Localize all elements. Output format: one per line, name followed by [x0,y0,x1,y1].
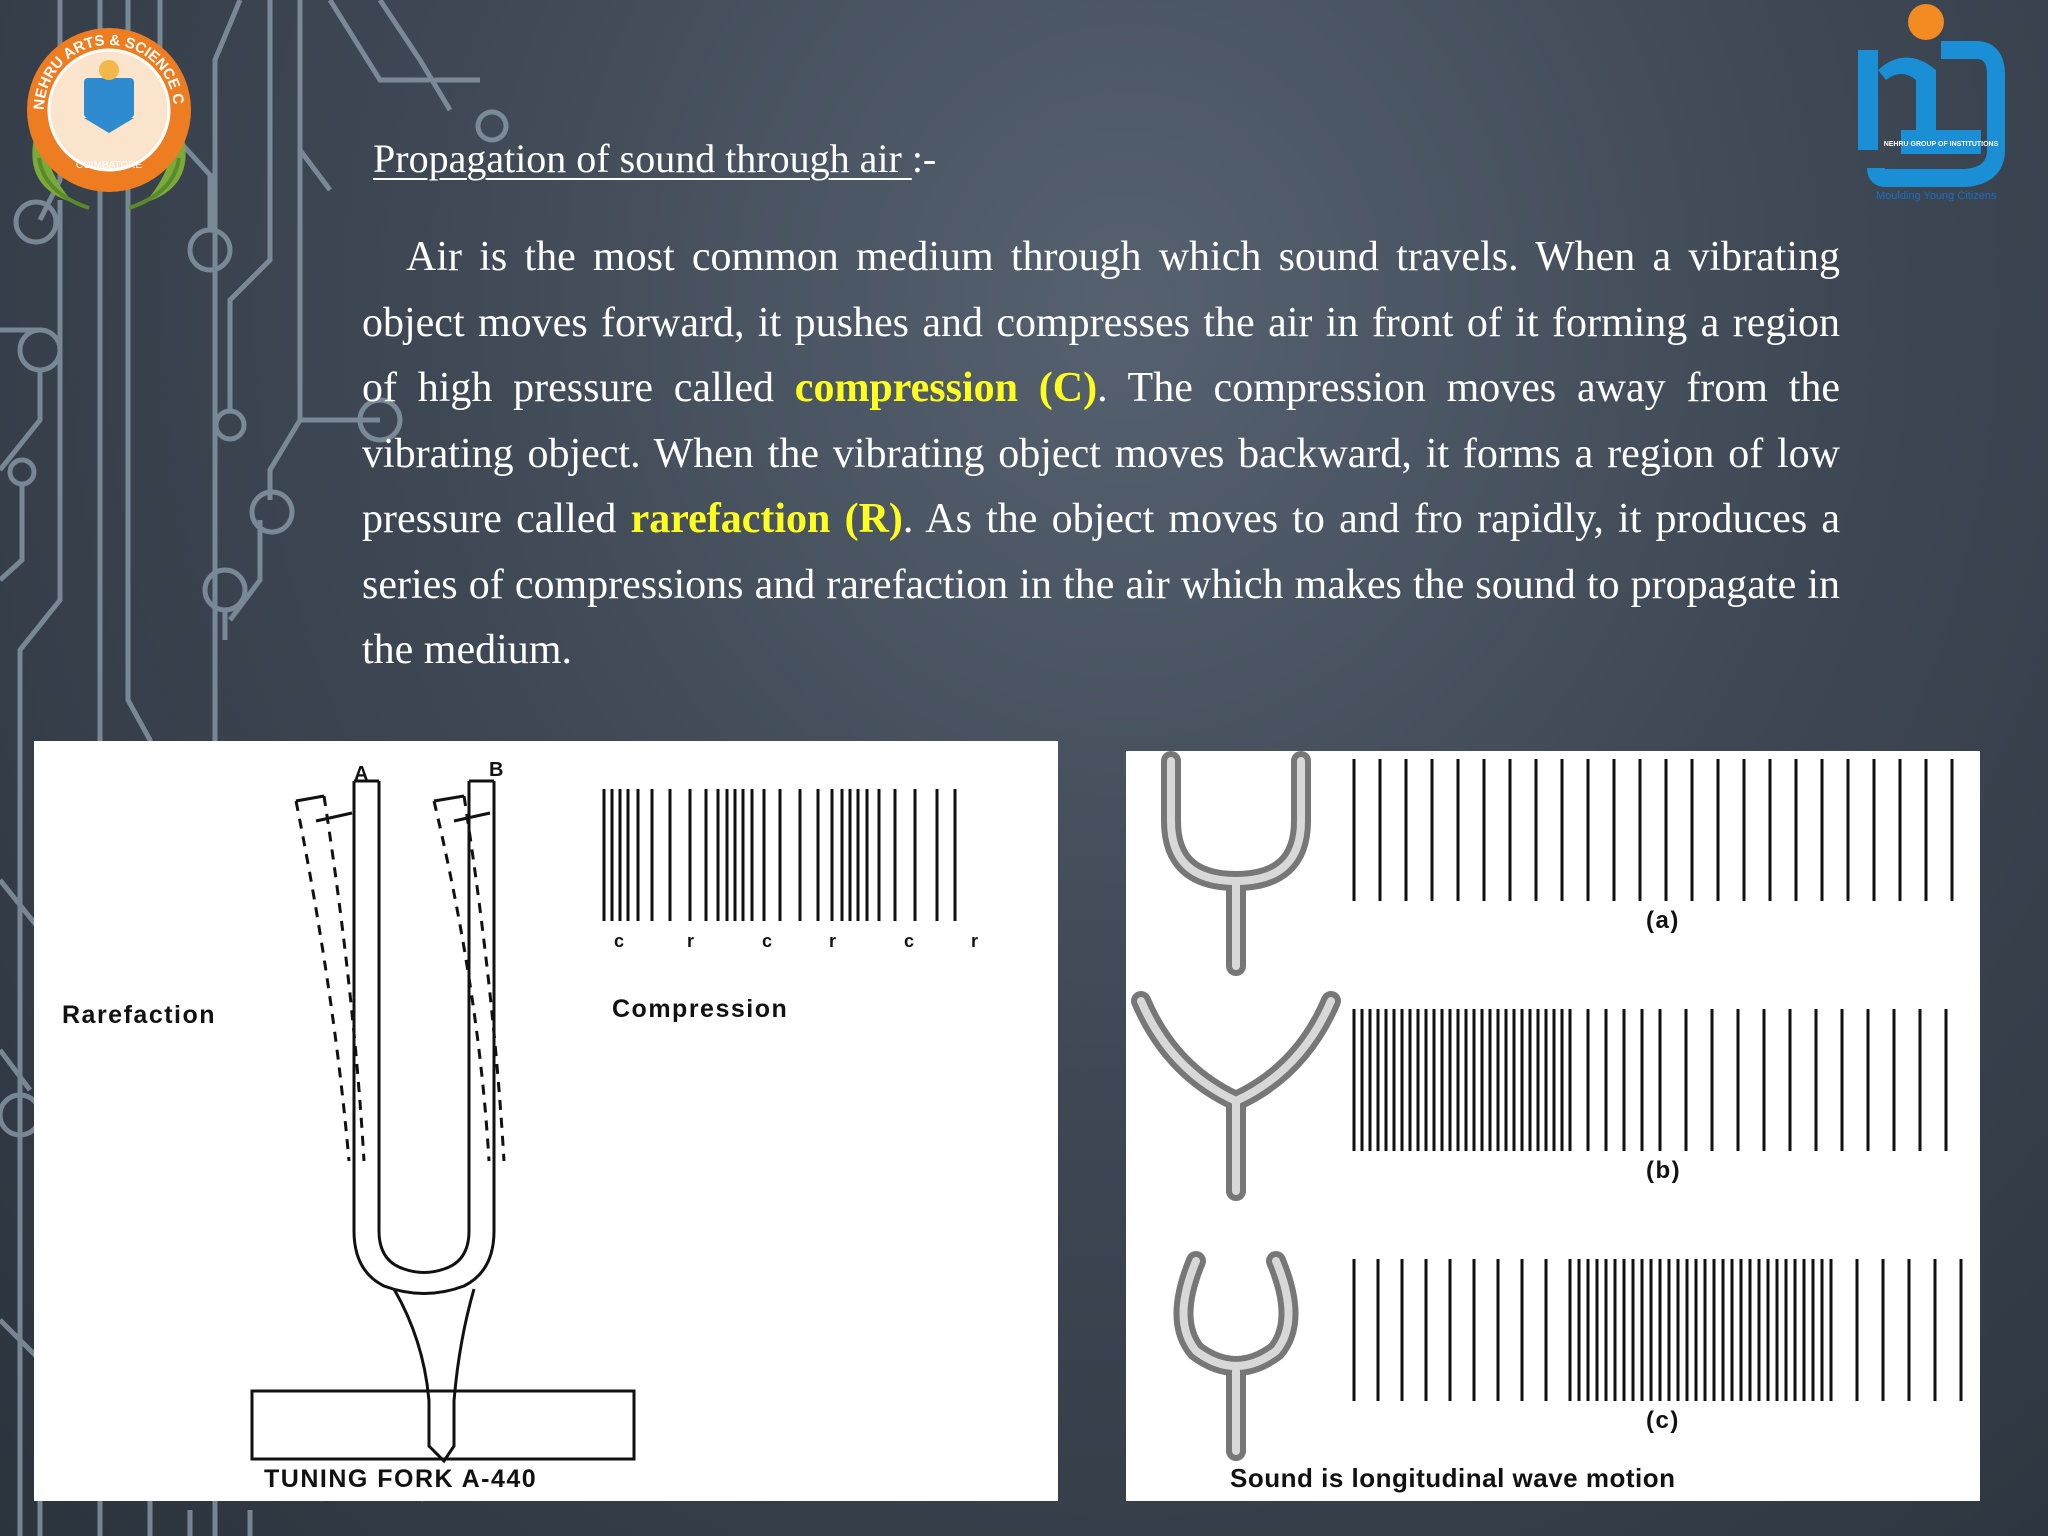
seal-text: NEHRU ARTS & SCIENCE C [30,31,187,111]
cr-label-1: c [614,931,626,951]
heading-title: Propagation of sound through air [373,136,912,181]
prong-label-a: A [354,763,370,785]
highlight-compression: compression (C) [794,365,1098,411]
paragraph-part-2: . The compression moves away from the vibrating object. When the vibrating object moves backward, it forms a region of low pressure called [362,365,1840,542]
cr-label-5: c [904,931,916,951]
prong-label-b: B [489,759,505,781]
longitudinal-wave-figure [1126,751,1980,1501]
college-seal-logo [14,18,204,218]
wave-label-c: (c) [1646,1407,1680,1434]
cr-label-6: r [971,931,980,951]
group-brand-logo [1846,0,2016,210]
rarefaction-label: Rarefaction [62,1001,217,1029]
cr-label-3: c [762,931,774,951]
wave-label-b: (b) [1646,1157,1682,1184]
cr-label-4: r [829,931,838,951]
seal-city: COIMBATORE [75,160,143,171]
tuning-fork-caption: TUNING FORK A-440 [264,1465,538,1493]
body-paragraph [362,225,1840,684]
paragraph-part-1: Air is the most common medium through which sound travels. When a vibrating object moves forward, it pushes and compresses the air in front of it forming a region of high pressure called [362,234,1840,411]
cr-label-2: r [687,931,696,951]
paragraph-part-3: . As the object moves to and fro rapidly, it produces a series of compressions and rarefaction in the air which makes the sound to propagate in the medium. [362,496,1840,673]
compression-label: Compression [612,995,789,1023]
group-brand-text: NEHRU GROUP OF INSTITUTIONS [1883,141,1999,148]
tuning-fork-figure [34,741,1058,1501]
highlight-rarefaction: rarefaction (R) [630,496,903,542]
wave-label-a: (a) [1646,907,1680,934]
slide-heading [373,135,936,182]
group-tagline: Moulding Young Citizens [1876,190,1997,202]
heading-suffix: :- [911,136,937,181]
wave-caption: Sound is longitudinal wave motion [1230,1463,1676,1493]
